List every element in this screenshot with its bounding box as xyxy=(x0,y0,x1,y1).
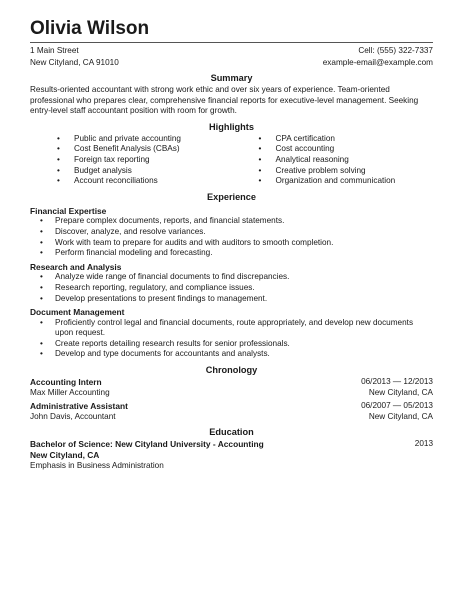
experience-item: • Perform financial modeling and forecasting. xyxy=(30,248,433,259)
experience-item: • Develop and type documents for accountants and analysts. xyxy=(30,349,433,360)
phone-email-block xyxy=(323,45,433,68)
job-dates: 06/2007 — 05/2013 xyxy=(361,401,433,411)
email-address[interactable]: example-email@example.com xyxy=(322,57,433,67)
header-divider xyxy=(30,42,433,43)
experience-item: • Discover, analyze, and resolve variances. xyxy=(30,227,433,238)
highlight-item: • Cost Benefit Analysis (CBAs) xyxy=(30,144,232,155)
highlights-list xyxy=(30,134,433,187)
highlight-item: • Creative problem solving xyxy=(232,166,434,177)
highlight-item: • Organization and communication xyxy=(232,176,434,187)
experience-bullets xyxy=(30,318,433,360)
experience-item: • Create reports detailing research results for senior professionals. xyxy=(30,339,433,350)
phone-number: Cell: (555) 322-7337 xyxy=(358,46,433,55)
highlight-item: • Analytical reasoning xyxy=(232,155,434,166)
highlight-item: • Cost accounting xyxy=(232,144,434,155)
highlights-left-column xyxy=(30,134,232,187)
experience-item: • Develop presentations to present findings to management. xyxy=(30,294,433,305)
highlight-item: • Account reconciliations xyxy=(30,176,232,187)
highlight-item: • Budget analysis xyxy=(30,166,232,177)
summary-text: Results-oriented accountant with strong work ethic and over six years of experience. Team-oriented professional who prepares clear, comprehensive financial reports for executive-level management. Seeking entry-level staff accountant position with room for growth. xyxy=(30,85,419,116)
chronology-entry xyxy=(30,401,433,422)
degree-emphasis: Emphasis in Business Administration xyxy=(30,460,164,470)
experience-item: • Research reporting, regulatory, and compliance issues. xyxy=(30,283,433,294)
graduation-year: 2013 xyxy=(414,439,433,449)
candidate-name: Olivia Wilson xyxy=(30,18,150,39)
experience-bullets xyxy=(30,272,433,304)
highlight-item: • CPA certification xyxy=(232,134,434,145)
experience-group-document xyxy=(30,307,433,360)
highlight-item: • Foreign tax reporting xyxy=(30,155,232,166)
job-location: New Cityland, CA xyxy=(368,411,433,421)
experience-group-financial xyxy=(30,206,433,259)
company-name: John Davis, Accountant xyxy=(30,411,116,421)
job-location: New Cityland, CA xyxy=(368,387,433,397)
experience-group-heading: Research and Analysis xyxy=(30,261,122,272)
experience-group-heading: Financial Expertise xyxy=(30,205,107,216)
job-dates: 06/2013 — 12/2013 xyxy=(361,377,433,387)
education-entry xyxy=(30,439,433,471)
summary-heading: Summary xyxy=(210,73,253,83)
school-location: New Cityland, CA xyxy=(30,450,100,461)
experience-bullets xyxy=(30,216,433,258)
experience-group-research xyxy=(30,262,433,304)
street-address: 1 Main Street xyxy=(30,46,79,55)
chronology-entry xyxy=(30,377,433,398)
experience-item: • Work with team to prepare for audits and with auditors to smooth completion. xyxy=(30,238,433,249)
highlight-item: • Public and private accounting xyxy=(30,134,232,145)
education-heading: Education xyxy=(209,427,254,438)
experience-item: • Prepare complex documents, reports, and financial statements. xyxy=(30,216,433,227)
company-name: Max Miller Accounting xyxy=(30,387,110,397)
job-title: Accounting Intern xyxy=(30,377,102,388)
experience-item: • Proficiently control legal and financial documents, route appropriately, and develop new documents upon request. xyxy=(30,318,433,339)
degree-name: Bachelor of Science: New Cityland University - Accounting xyxy=(30,439,264,450)
contact-info xyxy=(30,45,433,68)
experience-item: • Analyze wide range of financial documents to find discrepancies. xyxy=(30,272,433,283)
experience-group-heading: Document Management xyxy=(30,307,125,318)
highlights-right-column xyxy=(232,134,434,187)
address-block xyxy=(30,45,119,68)
city-address: New Cityland, CA 91010 xyxy=(30,57,119,67)
highlights-heading: Highlights xyxy=(209,121,254,132)
job-title: Administrative Assistant xyxy=(30,401,128,412)
experience-heading: Experience xyxy=(206,191,257,202)
chronology-heading: Chronology xyxy=(205,365,258,376)
